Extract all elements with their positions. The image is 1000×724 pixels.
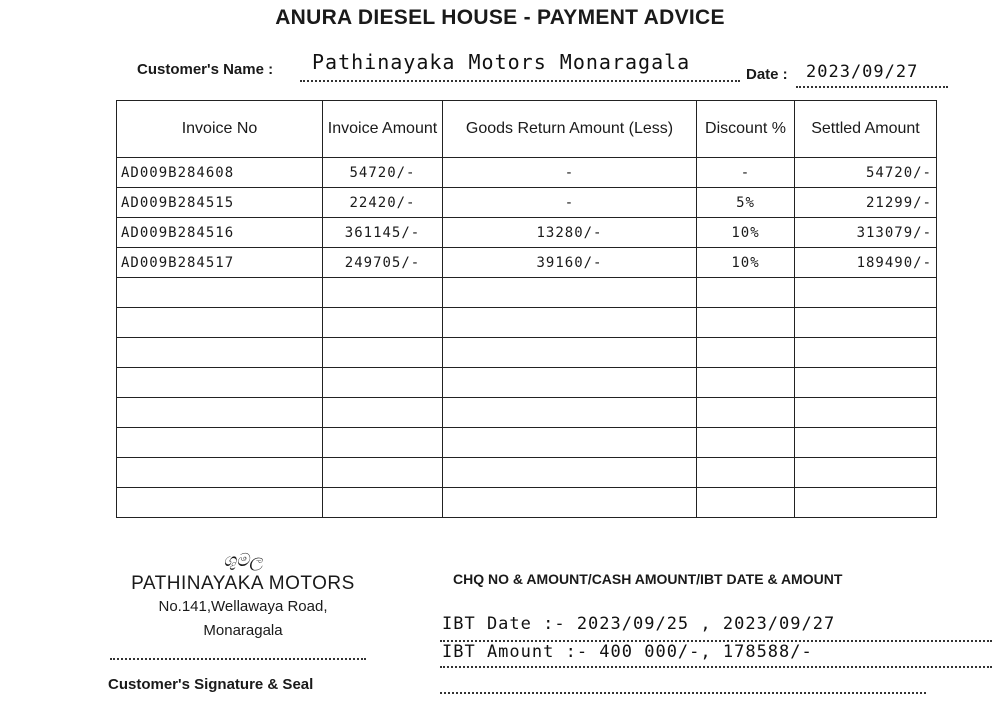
- empty-table-row: [117, 458, 937, 488]
- customer-name-value: Pathinayaka Motors Monaragala: [312, 50, 691, 74]
- payment-line: [440, 666, 992, 668]
- document-title: ANURA DIESEL HOUSE - PAYMENT ADVICE: [275, 6, 725, 29]
- discount-cell: 10%: [697, 218, 795, 248]
- ibt-date-line: IBT Date :- 2023/09/25 , 2023/09/27: [442, 614, 836, 634]
- payment-line: [440, 692, 926, 694]
- invoice-no-cell: AD009B284517: [117, 248, 323, 278]
- signature-underline: [110, 658, 366, 660]
- customer-name-label: Customer's Name :: [137, 61, 274, 78]
- settled-amount-cell: 21299/-: [795, 188, 937, 218]
- settled-amount-cell: 54720/-: [795, 158, 937, 188]
- invoice-amount-cell: 54720/-: [323, 158, 443, 188]
- payment-heading: CHQ NO & AMOUNT/CASH AMOUNT/IBT DATE & AMOUNT: [453, 571, 843, 587]
- column-header: Settled Amount: [795, 101, 937, 158]
- seal-address-line: Monaragala: [203, 622, 283, 639]
- invoice-no-cell: AD009B284608: [117, 158, 323, 188]
- discount-cell: -: [697, 158, 795, 188]
- signature-label: Customer's Signature & Seal: [108, 676, 314, 693]
- date-value: 2023/09/27: [806, 62, 919, 82]
- invoice-no-cell: AD009B284515: [117, 188, 323, 218]
- date-underline: [796, 86, 948, 88]
- goods-return-cell: 39160/-: [443, 248, 697, 278]
- table-row: [117, 158, 937, 188]
- empty-table-row: [117, 398, 937, 428]
- settled-amount-cell: 313079/-: [795, 218, 937, 248]
- invoice-amount-cell: 22420/-: [323, 188, 443, 218]
- empty-table-row: [117, 308, 937, 338]
- invoice-amount-cell: 249705/-: [323, 248, 443, 278]
- date-label: Date :: [746, 66, 788, 83]
- invoice-amount-cell: 361145/-: [323, 218, 443, 248]
- table-row: [117, 188, 937, 218]
- discount-cell: 5%: [697, 188, 795, 218]
- empty-table-row: [117, 368, 937, 398]
- goods-return-cell: 13280/-: [443, 218, 697, 248]
- seal-address-line: No.141,Wellawaya Road,: [158, 598, 328, 615]
- table-row: [117, 218, 937, 248]
- empty-table-row: [117, 278, 937, 308]
- invoice-table: [116, 100, 937, 518]
- invoice-no-cell: AD009B284516: [117, 218, 323, 248]
- customer-name-underline: [300, 80, 740, 82]
- empty-table-row: [117, 338, 937, 368]
- column-header: Goods Return Amount (Less): [443, 101, 697, 158]
- ibt-amount-line: IBT Amount :- 400 000/-, 178588/-: [442, 642, 813, 662]
- seal-signature: ශුමල: [223, 550, 263, 571]
- column-header: Invoice No: [117, 101, 323, 158]
- goods-return-cell: -: [443, 158, 697, 188]
- goods-return-cell: -: [443, 188, 697, 218]
- company-seal: [118, 550, 368, 643]
- discount-cell: 10%: [697, 248, 795, 278]
- table-header-row: [117, 101, 937, 158]
- settled-amount-cell: 189490/-: [795, 248, 937, 278]
- empty-table-row: [117, 428, 937, 458]
- empty-table-row: [117, 488, 937, 518]
- column-header: Invoice Amount: [323, 101, 443, 158]
- table-row: [117, 248, 937, 278]
- column-header: Discount %: [697, 101, 795, 158]
- seal-company-name: PATHINAYAKA MOTORS: [131, 573, 355, 594]
